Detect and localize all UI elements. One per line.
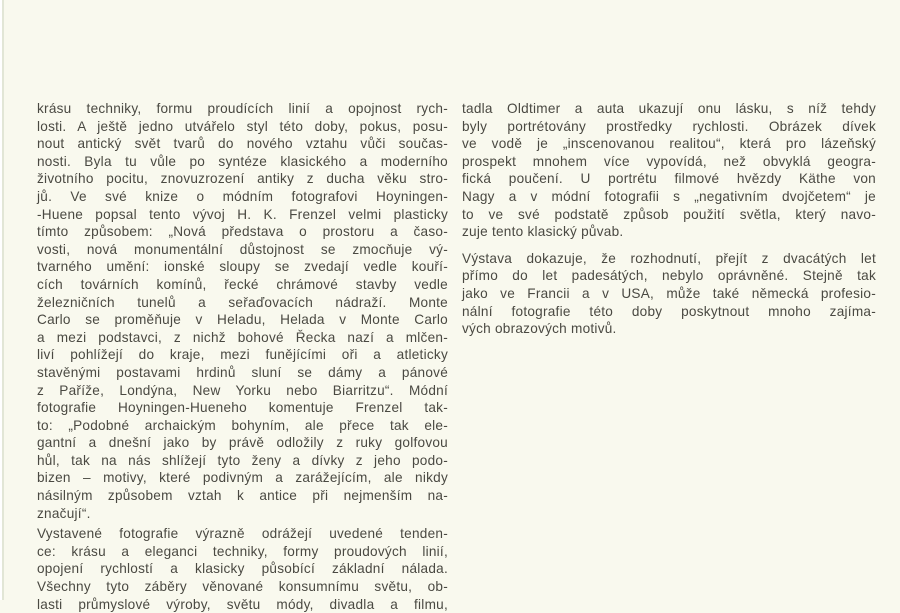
text-line: přímo do let padesátých, nebylo oprávněné. Stejně tak xyxy=(462,268,876,284)
text-line: jako ve Francii a v USA, může také německá profesio- xyxy=(462,285,876,301)
text-line: bizen – motivy, které podivným a zarážejícím, ale nikdy xyxy=(37,470,448,486)
paragraph xyxy=(37,525,448,613)
text-line: opojení rychlostí a klasicky působící základní nálada. xyxy=(37,561,448,577)
text-line: Carlo se proměňuje v Heladu, Helada v Monte Carlo xyxy=(37,312,448,328)
text-line: lasti průmyslové výroby, světu módy, divadla a filmu, xyxy=(37,596,448,612)
text-line: -Huene popsal tento vývoj H. K. Frenzel velmi plasticky xyxy=(37,206,448,222)
text-line: to: „Podobné archaickým bohyním, ale přece tak ele- xyxy=(37,417,448,433)
text-line: cích továrních komínů, řecké chrámové stavby vedle xyxy=(37,276,448,292)
text-line: z Paříže, Londýna, New Yorku nebo Biarritzu“. Módní xyxy=(37,382,448,398)
text-line: tímto způsobem: „Nová představa o prostoru a časo- xyxy=(37,224,448,240)
text-line: fická poučení. U portrétu filmové hvězdy Käthe von xyxy=(462,171,876,187)
text-line: životního pocitu, znovuzrození antiky z ducha věku stro- xyxy=(37,171,448,187)
paragraph xyxy=(462,100,876,241)
page-edge-line xyxy=(2,0,4,600)
text-line: vých obrazových motivů. xyxy=(462,321,617,337)
text-line: tvarného umění: ionské sloupy se zvedají vedle kouří- xyxy=(37,259,448,275)
text-line: liví pohlížejí do kraje, mezi funějícími oři a atleticky xyxy=(37,347,448,363)
text-line: byly portrétovány prostředky rychlosti. Obrázek dívek xyxy=(462,118,876,134)
text-line: krásu techniky, formu proudících linií a opojnost rych- xyxy=(37,101,448,116)
text-line: prospekt mnohem více vypovídá, než obvyklá geogra- xyxy=(462,153,876,169)
text-line: gantní a dnešní jako by právě odložily z ruky golfovou xyxy=(37,435,448,451)
text-line: ce: krásu a eleganci techniky, formy proudových linií, xyxy=(37,543,448,559)
text-line: zuje tento klasický půvab. xyxy=(462,224,624,240)
text-line: Vystavené fotografie výrazně odrážejí uvedené tenden- xyxy=(37,526,448,542)
text-line: nout antický svět tvarů do nového vztahu vůči součas- xyxy=(37,136,448,152)
text-line: hůl, tak na nás shlížejí tyto ženy a dívky z jeho podo- xyxy=(37,452,448,468)
text-line: to ve své podstatě způsob použití světla, který navo- xyxy=(462,206,876,222)
text-line: jů. Ve své knize o módním fotografovi Hoyningen- xyxy=(37,188,448,204)
paragraph xyxy=(37,100,448,522)
text-line: Všechny tyto záběry věnované konsumnímu světu, ob- xyxy=(37,579,448,595)
text-line: vosti, nová monumentální důstojnost se zmocňuje vý- xyxy=(37,241,448,257)
text-line: značují“. xyxy=(37,505,91,521)
text-line: losti. A ještě jedno utvářelo styl této doby, pokus, posu- xyxy=(37,118,448,134)
text-column-right xyxy=(462,100,876,338)
paragraph xyxy=(462,250,876,338)
text-line: nosti. Byla tu vůle po syntéze klasického a moderního xyxy=(37,153,448,169)
text-line: tadla Oldtimer a auta ukazují onu lásku, s níž tehdy xyxy=(462,101,876,116)
text-column-left xyxy=(37,100,448,613)
text-line: nální fotografie této doby poskytnout mnoho zajíma- xyxy=(462,303,876,319)
text-line: Nagy a v módní fotografii s „negativním dvojčetem“ je xyxy=(462,188,876,204)
text-line: železničních tunelů a seřaďovacích nádraží. Monte xyxy=(37,294,448,310)
text-line: stavěnými postavami hrdinů sluní se dámy a pánové xyxy=(37,364,448,380)
text-line: Výstava dokazuje, že rozhodnutí, přejít z dvacátých let xyxy=(462,250,876,266)
text-line: ve vodě je „inscenovanou realitou“, která pro lázeňský xyxy=(462,136,876,152)
text-line: a mezi podstavci, z nichž bohové Řecka nazí a mlčen- xyxy=(37,329,448,345)
text-line: fotografie Hoyningen-Hueneho komentuje Frenzel tak- xyxy=(37,400,448,416)
text-line: násilným způsobem vztah k antice při nejmenším na- xyxy=(37,488,448,504)
